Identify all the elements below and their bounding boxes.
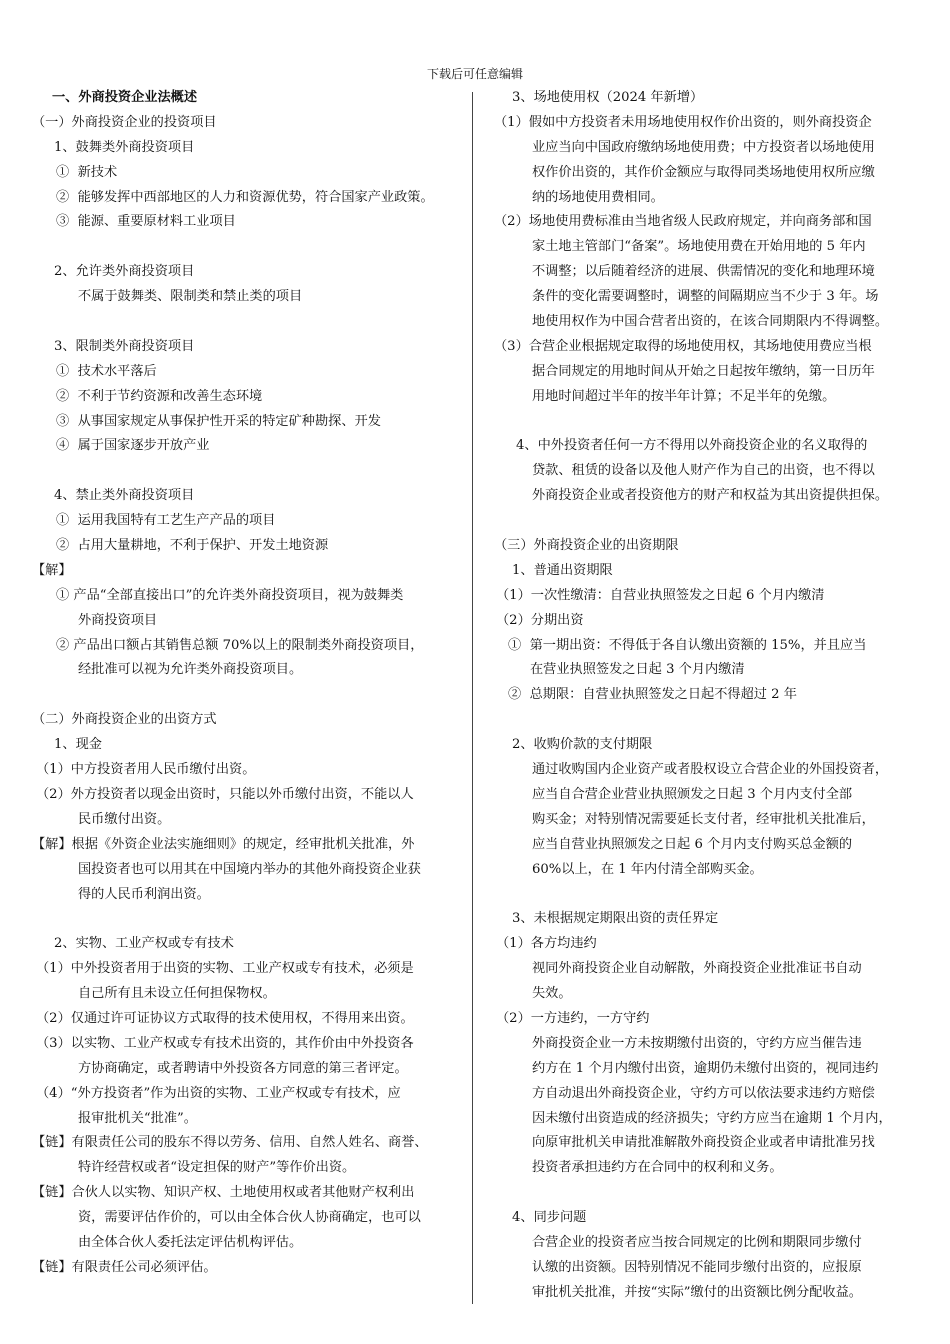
text-line: 地使用权作为中国合营者出资的，在该合同期限内不得调整。	[532, 314, 889, 330]
blank-line	[494, 708, 920, 733]
text-line: ② 能够发挥中西部地区的人力和资源优势，符合国家产业政策。	[56, 189, 434, 205]
text-line: 外商投资项目	[78, 612, 158, 628]
blank-line	[494, 1181, 920, 1206]
text-line: （3）以实物、工业产权或专有技术出资的，其作价由中外投资各	[36, 1035, 414, 1051]
page-header: 下载后可任意编辑	[426, 67, 523, 81]
text-line: 贷款、租赁的设备以及他人财产作为自己的出资，也不得以	[532, 463, 875, 479]
text-line: ① 新技术	[56, 164, 118, 180]
text-line: ③ 从事国家规定从事保护性开采的特定矿种勘探、开发	[56, 413, 381, 429]
text-line: ③ 能源、重要原材料工业项目	[56, 214, 236, 230]
text-line: ② 不利于节约资源和改善生态环境	[56, 388, 263, 404]
text-line: （一）外商投资企业的投资项目	[32, 114, 217, 130]
text-line: （二）外商投资企业的出资方式	[32, 712, 217, 728]
text-line: 【链】有限责任公司的股东不得以劳务、信用、自然人姓名、商誉、	[32, 1135, 428, 1151]
text-line: （1）中外投资者用于出资的实物、工业产权或专有技术，必须是	[36, 961, 414, 977]
text-line: （1）假如中方投资者未用场地使用权作价出资的，则外商投资企	[494, 114, 872, 130]
text-line: （2）外方投资者以现金出资时，只能以外币缴付出资，不能以人	[36, 786, 414, 802]
blank-line	[494, 509, 920, 534]
text-line: ① 运用我国特有工艺生产产品的项目	[56, 513, 276, 529]
text-line: 约方在 1 个月内缴付出资，逾期仍未缴付出资的，视同违约	[532, 1060, 879, 1076]
text-line: 认缴的出资额。因特别情况不能同步缴付出资的，应报原	[532, 1259, 862, 1275]
text-line: 【解】根据《外资企业法实施细则》的规定，经审批机关批准，外	[32, 836, 415, 852]
blank-line	[32, 459, 464, 484]
text-line: 应当自合营企业营业执照颁发之日起 3 个月内支付全部	[532, 786, 853, 802]
blank-line	[494, 410, 920, 435]
text-line: （3）合营企业根据规定取得的场地使用权，其场地使用费应当根	[494, 338, 872, 354]
blank-line	[32, 683, 464, 708]
text-line: 审批机关批准，并按“实际”缴付的出资额比例分配收益。	[532, 1284, 862, 1300]
text-line: 报审批机关“批准”。	[78, 1110, 197, 1126]
blank-line	[32, 235, 464, 260]
text-line: 业应当向中国政府缴纳场地使用费；中方投资者以场地使用	[532, 139, 875, 155]
text-line: （4）“外方投资者”作为出资的实物、工业产权或专有技术，应	[36, 1085, 401, 1101]
text-line: 用地时间超过半年的按半年计算；不足半年的免缴。	[532, 388, 836, 404]
text-line: 2、允许类外商投资项目	[54, 264, 195, 280]
text-line: 自己所有且未设立任何担保物权。	[78, 986, 276, 1002]
text-line: 3、场地使用权（2024 年新增）	[512, 90, 704, 105]
text-line: 失效。	[532, 986, 572, 1002]
left-column	[32, 86, 464, 1281]
text-line: 家土地主管部门“备案”。场地使用费在开始用地的 5 年内	[532, 239, 866, 255]
text-line: 方协商确定，或者聘请中外投资各方同意的第三者评定。	[78, 1060, 408, 1076]
text-line: 民币缴付出资。	[78, 811, 171, 827]
text-line: 资，需要评估作价的，可以由全体合伙人协商确定，也可以	[78, 1210, 421, 1226]
text-line: 投资者承担违约方在合同中的权利和义务。	[532, 1160, 783, 1176]
text-line: 方自动退出外商投资企业，守约方可以依法要求违约方赔偿	[532, 1085, 875, 1101]
column-divider	[472, 92, 473, 1304]
text-line: 在营业执照签发之日起 3 个月内缴清	[530, 662, 745, 678]
text-line: 纳的场地使用费相同。	[532, 189, 664, 205]
text-line: 通过收购国内企业资产或者股权设立合营企业的外国投资者，	[532, 762, 889, 778]
text-line: ② 总期限：自营业执照签发之日起不得超过 2 年	[508, 687, 797, 703]
text-line: （三）外商投资企业的出资期限	[494, 538, 679, 554]
text-line: 4、中外投资者任何一方不得用以外商投资企业的名义取得的	[516, 438, 868, 454]
text-line: 3、限制类外商投资项目	[54, 338, 195, 354]
text-line: 经批准可以视为允许类外商投资项目。	[78, 662, 303, 678]
text-line: ① 产品“全部直接出口”的允许类外商投资项目，视为鼓舞类	[56, 587, 404, 603]
section-heading: 一、外商投资企业法概述	[52, 90, 198, 105]
text-line: ④ 属于国家逐步开放产业	[56, 438, 210, 454]
text-line: （1）中方投资者用人民币缴付出资。	[36, 762, 256, 778]
text-line: 据合同规定的用地时间从开始之日起按年缴纳，第一日历年	[532, 363, 875, 379]
text-line: （2）一方违约，一方守约	[496, 1010, 650, 1026]
blank-line	[32, 907, 464, 932]
text-line: 向原审批机关申请批准解散外商投资企业或者申请批准另找	[532, 1135, 875, 1151]
text-line: （2）分期出资	[496, 612, 584, 628]
text-line: ② 产品出口额占其销售总额 70%以上的限制类外商投资项目，	[56, 637, 424, 653]
text-line: （1）一次性缴清：自营业执照签发之日起 6 个月内缴清	[496, 587, 825, 603]
text-line: 视同外商投资企业自动解散，外商投资企业批准证书自动	[532, 961, 862, 977]
text-line: 【链】有限责任公司必须评估。	[32, 1259, 217, 1275]
text-line: 条件的变化需要调整时，调整的间隔期应当不少于 3 年。场	[532, 289, 879, 305]
text-line: 不属于鼓舞类、限制类和禁止类的项目	[78, 289, 303, 305]
text-line: 外商投资企业一方未按期缴付出资的，守约方应当催告违	[532, 1035, 862, 1051]
text-line: 4、禁止类外商投资项目	[54, 488, 195, 504]
text-line: 得的人民币利润出资。	[78, 886, 210, 902]
text-line: 合营企业的投资者应当按合同规定的比例和期限同步缴付	[532, 1234, 862, 1250]
text-line: （1）各方均违约	[496, 936, 597, 952]
right-column	[494, 86, 920, 1306]
text-line: 4、同步问题	[512, 1210, 587, 1226]
text-line: 【解】	[32, 562, 72, 578]
text-line: 1、现金	[54, 737, 102, 753]
text-line: ② 占用大量耕地，不利于保护、开发土地资源	[56, 538, 329, 554]
text-line: （2）仅通过许可证协议方式取得的技术使用权，不得用来出资。	[36, 1010, 414, 1026]
text-line: 不调整；以后随着经济的进展、供需情况的变化和地理环境	[532, 264, 875, 280]
text-line: 2、收购价款的支付期限	[512, 737, 653, 753]
text-line: 由全体合伙人委托法定评估机构评估。	[78, 1234, 303, 1250]
text-line: ① 技术水平落后	[56, 363, 157, 379]
text-line: 特许经营权或者“设定担保的财产”等作价出资。	[78, 1160, 356, 1176]
blank-line	[494, 883, 920, 908]
text-line: 国投资者也可以用其在中国境内举办的其他外商投资企业获	[78, 861, 421, 877]
text-line: 1、普通出资期限	[512, 562, 613, 578]
text-line: 外商投资企业或者投资他方的财产和权益为其出资提供担保。	[532, 488, 889, 504]
text-line: 因未缴付出资造成的经济损失；守约方应当在逾期 1 个月内，	[532, 1110, 892, 1126]
text-line: 60%以上，在 1 年内付清全部购买金。	[532, 861, 763, 877]
text-line: 【链】合伙人以实物、知识产权、土地使用权或者其他财产权利出	[32, 1185, 415, 1201]
text-line: 2、实物、工业产权或专有技术	[54, 936, 234, 952]
text-line: ① 第一期出资：不得低于各自认缴出资额的 15%，并且应当	[508, 637, 867, 653]
blank-line	[32, 310, 464, 335]
text-line: 1、鼓舞类外商投资项目	[54, 139, 195, 155]
text-line: 应当自营业执照颁发之日起 6 个月内支付购买总金额的	[532, 836, 853, 852]
text-line: 3、未根据规定期限出资的责任界定	[512, 911, 719, 927]
text-line: 购买金；对特别情况需要延长支付者，经审批机关批准后，	[532, 811, 875, 827]
text-line: （2）场地使用费标准由当地省级人民政府规定，并向商务部和国	[494, 214, 872, 230]
text-line: 权作价出资的，其作价金额应与取得同类场地使用权所应缴	[532, 164, 875, 180]
